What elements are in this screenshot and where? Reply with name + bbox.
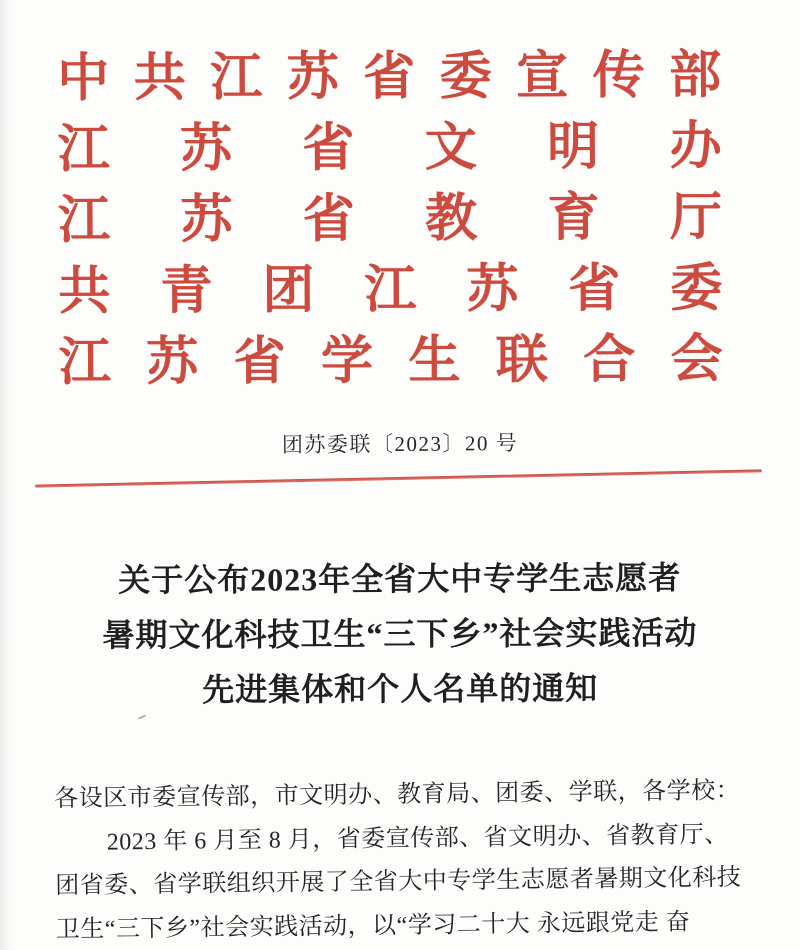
letterhead-char: 委 (670, 260, 723, 318)
document-title (0, 550, 800, 718)
letterhead-char: 联 (495, 332, 549, 390)
title-line-3: 先进集体和个人名单的通知 (202, 670, 599, 708)
letterhead-char: 苏 (146, 334, 199, 392)
letterhead-char: 省 (363, 48, 416, 107)
letterhead-char: 教 (425, 190, 478, 248)
letterhead-char: 办 (669, 118, 722, 176)
letterhead-char: 文 (424, 119, 477, 177)
letterhead-char: 省 (302, 120, 355, 178)
body-line-3: 团省委、省学联组织开展了全省大中专学生志愿者暑期文化科技 (55, 864, 742, 900)
letterhead-line-3 (58, 176, 722, 250)
body-line-salutation: 各设区市委宣传部，市文明办、教育局、团委、学联，各学校： (54, 777, 741, 813)
letterhead-char: 学 (320, 333, 374, 391)
letterhead-line-4 (58, 247, 722, 321)
letterhead-line-2 (57, 105, 721, 179)
letterhead-char: 省 (302, 191, 355, 249)
body-line-4: 卫生“三下乡”社会实践活动，以“学习二十大 永远跟党走 奋 (55, 908, 691, 943)
letterhead-char: 团 (262, 262, 315, 320)
letterhead-char: 江 (364, 261, 417, 320)
letterhead-char: 育 (547, 189, 600, 248)
letterhead-char: 江 (210, 49, 263, 107)
letterhead-char: 省 (568, 260, 621, 319)
letterhead-char: 中 (57, 50, 110, 108)
letterhead-char: 合 (583, 331, 636, 389)
letterhead-char: 明 (547, 118, 600, 177)
scan-edge-artifact (0, 0, 16, 950)
letterhead-line-5 (59, 318, 723, 392)
letterhead-line-1 (57, 34, 721, 108)
letterhead-char: 苏 (179, 120, 233, 179)
red-divider-line (35, 469, 762, 487)
letterhead-char: 传 (592, 47, 645, 105)
letterhead-char: 江 (57, 192, 111, 250)
document-body (54, 770, 748, 950)
letterhead-char: 省 (233, 333, 286, 391)
letterhead-char: 会 (670, 331, 723, 389)
body-line-2: 2023 年 6 月至 8 月，省委宣传部、省文明办、省教育厅、 (106, 821, 729, 856)
letterhead-char: 宣 (516, 48, 569, 106)
letterhead (57, 34, 723, 392)
title-line-1: 关于公布2023年全省大中专学生志愿者 (118, 559, 682, 599)
letterhead-char: 委 (439, 48, 492, 106)
title-line-2: 暑期文化科技卫生“三下乡”社会实践活动 (102, 614, 698, 654)
letterhead-char: 江 (58, 334, 111, 392)
letterhead-char: 苏 (180, 191, 233, 250)
letterhead-char: 青 (160, 262, 213, 321)
letterhead-char: 部 (669, 47, 722, 105)
letterhead-char: 共 (58, 263, 111, 321)
letterhead-char: 共 (133, 50, 186, 108)
letterhead-char: 江 (57, 121, 110, 179)
doc-number: 团苏委联〔2023〕20 号 (281, 430, 519, 458)
letterhead-char: 苏 (466, 261, 519, 319)
letterhead-char: 厅 (669, 189, 723, 247)
letterhead-char: 生 (408, 332, 461, 390)
letterhead-char: 苏 (286, 49, 339, 107)
